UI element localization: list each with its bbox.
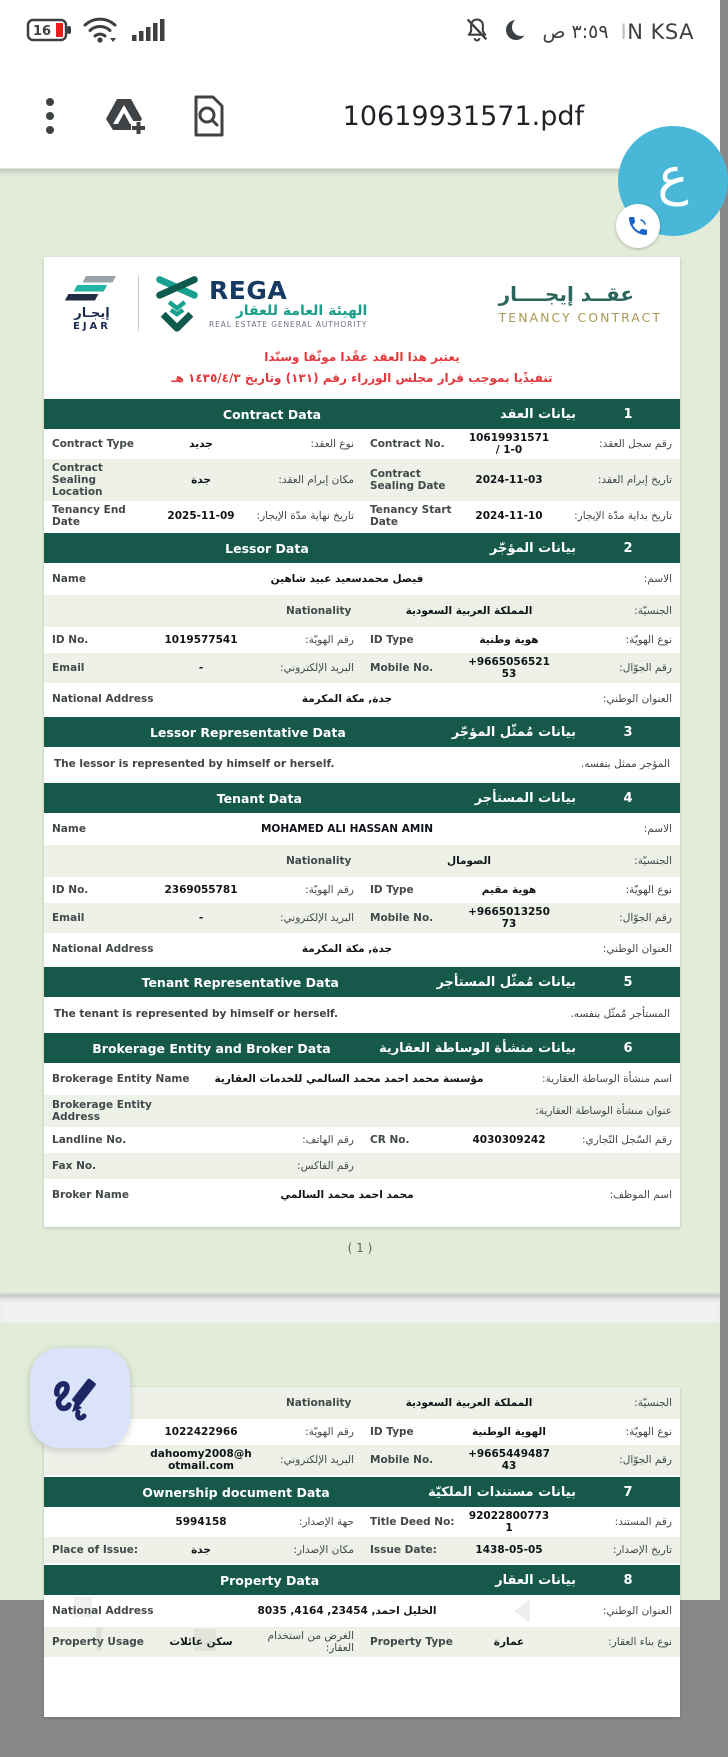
table-row: Contract Sealing Location جدة مكان إبرام العقد: Contract Sealing Date 2024-11-03 تاريخ إبرام العقد: [44,459,680,501]
rega-palm-icon [151,274,203,332]
notifications-muted-icon [463,16,491,48]
ejar-logo-icon [69,274,115,304]
section-header-tenant-representative: Tenant Representative Data بيانات مُمثّل المستأجر 5 [44,967,680,997]
logo-divider [138,275,139,331]
rega-arabic-name: الهيئة العامة للعقار [235,302,368,319]
assistant-call-fab[interactable] [618,126,728,236]
ejar-logo-english: EJAR [73,321,111,332]
table-row: Email - البريد الإلكتروني: Mobile No. +966501325073 رقم الجوّال: [44,903,680,933]
table-row: 5994158 جهة الإصدار: Title Deed No: 920228007731 رقم المستند: [175,1510,672,1534]
rega-english-name: REAL ESTATE GENERAL AUTHORITY [209,319,368,329]
call-badge[interactable] [616,204,660,248]
overflow-menu-icon[interactable] [26,92,74,140]
contract-title-arabic: عقــد إيجــــار [498,281,635,306]
table-row: National Address جدة, مكة المكرمة العنوان الوطني: [52,943,672,955]
table-row: Tenancy End Date 2025-11-09 تاريخ نهاية مدّة الإيجار: Tenancy Start Date 2024-11-10 تاريخ بداية مدّة الإيجار: [52,504,672,528]
representative-note: The lessor is represented by himself or herself. المؤجر ممثل بنفسه. [54,758,670,770]
find-in-document-icon[interactable] [184,92,232,140]
rega-wordmark: REGA [209,275,288,305]
table-row: Name فيصل محمدسعيد عبيد شاهين الاسم: [52,573,672,585]
signal-icon [130,16,168,48]
table-row: Broker Name محمد احمد محمد السالمي اسم الموظف: [52,1189,672,1201]
phone-icon [626,214,650,238]
table-row: dahoomy2008@hotmail.com البريد الإلكتروني: Mobile No. +966544948743 رقم الجوّال: [44,1445,680,1475]
section-header-brokerage: Brokerage Entity and Broker Data بيانات منشأة الوساطة العقارية 6 [44,1033,680,1063]
table-row: Nationality الصومال الجنسيّة: [44,845,680,877]
page-number: ( 1 ) [347,1241,373,1255]
table-row: 1022422966 رقم الهويّة: ID Type الهوية الوطنية نوع الهويّة: [164,1426,672,1438]
wifi-icon [82,15,120,49]
signature-pen-icon [51,1372,109,1424]
table-row: National Address الخليل احمد, 23454, 4164, 8035 العنوان الوطني: [44,1595,680,1627]
status-bar [0,0,720,64]
arabic-letter-ain: ع [657,147,689,207]
table-row: National Address جدة, مكة المكرمة العنوان الوطني: [52,693,672,705]
svg-text:16: 16 [32,24,52,39]
table-row: Contract Type جديد نوع العقد: Contract No. 10619931571 / 1-0 رقم سجل العقد: [52,432,672,456]
add-to-drive-icon[interactable] [100,92,148,140]
ejar-logo [56,274,128,332]
section-header-tenant-data: Tenant Data بيانات المستأجر 4 [44,783,680,813]
table-row: Landline No. رقم الهاتف: CR No. 4030309242 رقم السّجل التّجاري: [52,1134,672,1146]
page-separator [0,1293,720,1323]
document-header [44,257,680,345]
battery-icon [26,16,72,48]
rega-logo [151,274,367,332]
pdf-toolbar [0,64,720,207]
carrier-label: IN KSA [620,20,694,44]
table-row: Brokerage Entity Name مؤسسة محمد احمد محمد السالمي للخدمات العقارية اسم منشأة الوساطة العقارية: [52,1073,672,1085]
contract-page-2 [44,1387,680,1717]
table-row: Email - البريد الإلكتروني: Mobile No. +966505652153 رقم الجوّال: [44,653,680,683]
table-row: Nationality المملكة العربية السعودية الجنسيّة: [44,595,680,627]
section-header-contract-data: Contract Data بيانات العقد 1 [44,399,680,429]
table-row: Name MOHAMED ALI HASSAN AMIN الاسم: [52,823,672,835]
table-row: Property Usage سكن عائلات الغرض من استخدام العقار: Property Type عمارة نوع بناء العقار: [44,1627,680,1657]
section-header-property-data: Property Data بيانات العقار 8 [44,1565,680,1595]
status-time: ٣:٥٩ ص [542,21,609,43]
table-row: Fax No. رقم الفاكس: [44,1153,680,1179]
table-row: Brokerage Entity Address عنوان منشأة الوساطة العقارية: [44,1095,680,1127]
legal-disclaimer: يعتبر هذا العقد عقًدا موثّقا وسنّدا تنفيذًيا بموجب قرار مجلس الوزراء رقم (١٣١) وتاريخ ١٤٣٥/٤/٣ هـ [171,350,553,385]
pdf-filename: 10619931571.pdf [342,100,584,132]
table-row: ID No. 2369055781 رقم الهويّة: ID Type هوية مقيم نوع الهويّة: [52,884,672,896]
table-row: Nationality المملكة العربية السعودية الجنسيّة: [44,1387,680,1419]
section-header-ownership-document: Ownership document Data بيانات مستندات الملكيّة 7 [44,1477,680,1507]
pdf-page-1 [0,169,720,1323]
section-header-lessor-representative: Lessor Representative Data بيانات مُمثّل المؤجّر 3 [44,717,680,747]
signature-edit-fab[interactable] [30,1348,130,1448]
representative-note: The tenant is represented by himself or herself. المستأجر مُمثّل بنفسه. [54,1008,670,1020]
table-row: ID No. 1019577541 رقم الهويّة: ID Type هوية وطنية نوع الهويّة: [52,634,672,646]
contract-page-1 [44,257,680,1227]
contract-title-english: TENANCY CONTRACT [498,309,662,325]
do-not-disturb-moon-icon [503,16,531,48]
ejar-logo-arabic: إيجـار [74,306,110,321]
section-header-lessor-data: Lessor Data بيانات المؤجّر 2 [44,533,680,563]
table-row: Place of Issue: جدة مكان الإصدار: Issue Date: 1438-05-05 تاريخ الإصدار: [44,1537,680,1563]
